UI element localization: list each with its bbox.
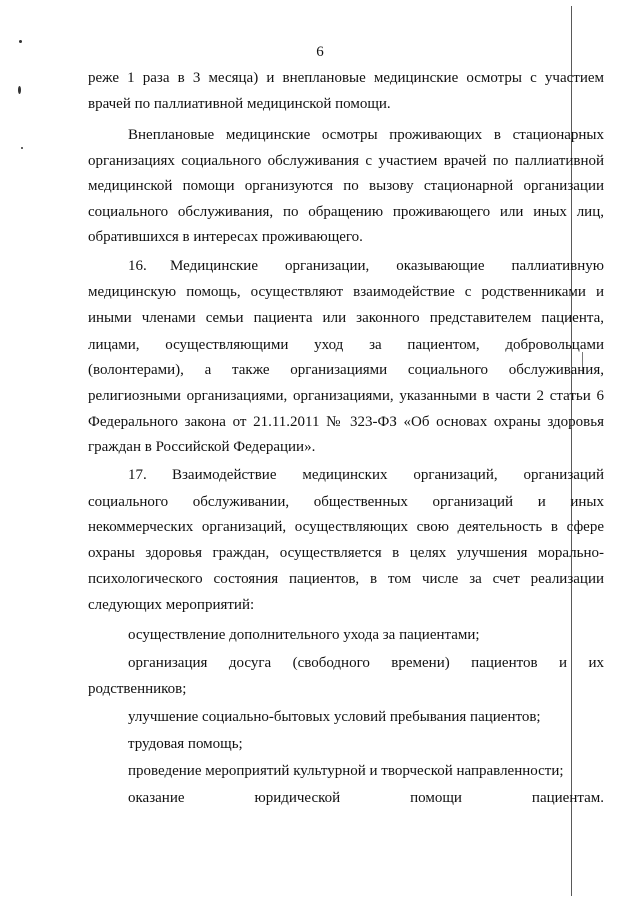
- text-line: психологического состояния пациентов, в том числе за счет реализации: [88, 571, 604, 587]
- list-item: оказание юридической помощи пациентам.: [128, 790, 604, 806]
- text-line: реже 1 раза в 3 месяца) и внеплановые медицинские осмотры с участием: [88, 70, 604, 86]
- text-line: Федерального закона от 21.11.2011 № 323-ФЗ «Об основах охраны здоровья: [88, 414, 604, 430]
- list-item: проведение мероприятий культурной и творческой направленности;: [128, 763, 564, 779]
- text-line: обратившихся в интересах проживающего.: [88, 229, 363, 245]
- list-item: осуществление дополнительного ухода за пациентами;: [128, 627, 480, 643]
- text-line: медицинской помощи организуются по вызову стационарной организации: [88, 178, 604, 194]
- item-number: 16.: [128, 258, 147, 274]
- text-line: организациях социального обслуживания с участием врачей по паллиативной: [88, 153, 604, 169]
- text-line: Медицинские организации, оказывающие паллиативную: [170, 258, 604, 274]
- text-line: охраны здоровья граждан, осуществляется в целях улучшения морально-: [88, 545, 604, 561]
- text-line: Внеплановые медицинские осмотры проживающих в стационарных: [128, 127, 604, 143]
- text-line: социального обслуживания, по обращению проживающего или иных лиц,: [88, 204, 604, 220]
- text-line: лицами, осуществляющими уход за пациентом, добровольцами: [88, 337, 604, 353]
- text-line: врачей по паллиативной медицинской помощи.: [88, 96, 391, 112]
- scan-speck: [18, 86, 21, 94]
- scan-speck: [21, 147, 23, 149]
- text-line: граждан в Российской Федерации».: [88, 439, 316, 455]
- text-line: религиозными организациями, организациями, указанными в части 2 статьи 6: [88, 388, 604, 404]
- text-line: (волонтерами), а также организациями социального обслуживания,: [88, 362, 604, 378]
- page-number: 6: [316, 44, 324, 60]
- item-number: 17.: [128, 467, 147, 483]
- list-item: организация досуга (свободного времени) пациентов и их: [128, 655, 604, 671]
- text-line: родственников;: [88, 681, 187, 697]
- text-line: социального обслуживании, общественных организаций и иных: [88, 494, 604, 510]
- list-item: улучшение социально-бытовых условий пребывания пациентов;: [128, 709, 541, 725]
- text-line: медицинскую помощь, осуществляют взаимодействие с родственниками и: [88, 284, 604, 300]
- text-line: некоммерческих организаций, осуществляющих свою деятельность в сфере: [88, 519, 604, 535]
- text-line: Взаимодействие медицинских организаций, организаций: [172, 467, 604, 483]
- list-item: трудовая помощь;: [128, 736, 243, 752]
- scan-speck: [19, 40, 22, 43]
- text-line: иными членами семьи пациента или законного представителем пациента,: [88, 310, 604, 326]
- text-line: следующих мероприятий:: [88, 597, 255, 613]
